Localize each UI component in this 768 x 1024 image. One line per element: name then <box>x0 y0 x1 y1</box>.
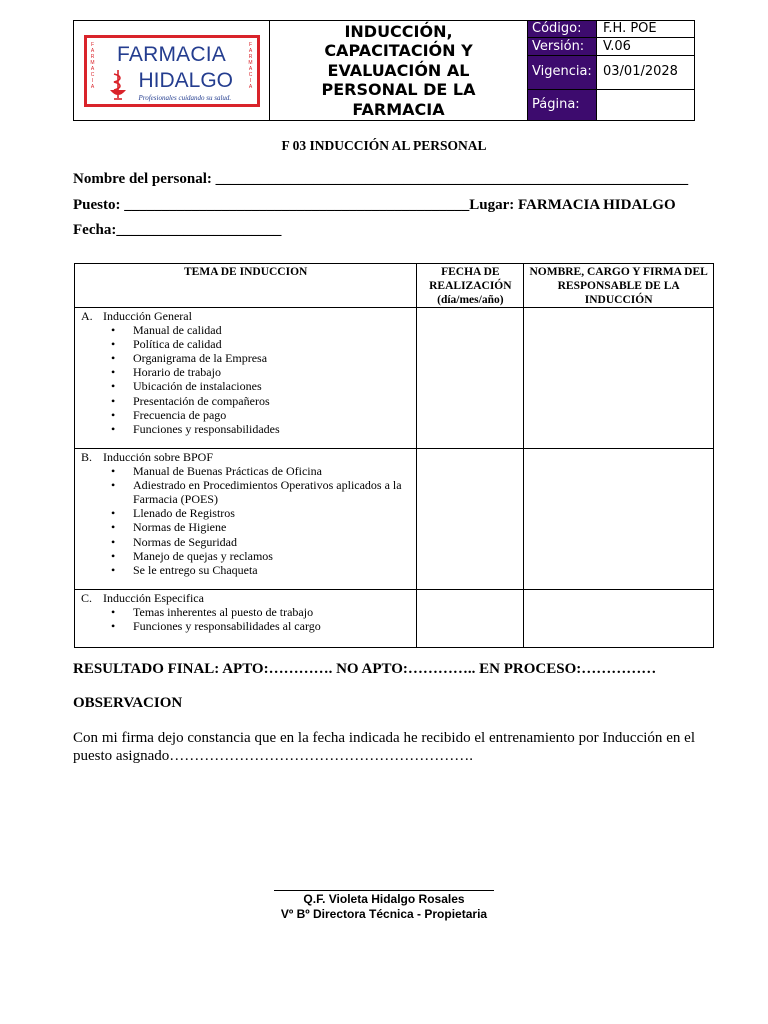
header-responsable: NOMBRE, CARGO Y FIRMA DEL RESPONSABLE DE LA INDUCCIÓN <box>524 264 714 308</box>
list-item: • Manual de calidad <box>133 323 412 337</box>
signatory-role: Vº Bº Directora Técnica - Propietaria <box>280 907 488 921</box>
document-meta <box>528 21 694 120</box>
section-title: Inducción sobre BPOF <box>103 450 213 464</box>
list-item: • Manual de Buenas Prácticas de Oficina <box>133 464 412 478</box>
header-tema: TEMA DE INDUCCION <box>75 264 417 308</box>
caduceus-bowl-icon <box>107 68 129 102</box>
fecha-field[interactable]: Fecha:______________________ <box>73 222 282 238</box>
form-code-title: F 03 INDUCCIÓN AL PERSONAL <box>281 138 487 153</box>
pharmacy-logo <box>84 35 260 107</box>
table-row <box>75 449 714 590</box>
list-item: • Funciones y responsabilidades <box>133 422 412 436</box>
logo-line2: HIDALGO <box>138 68 234 92</box>
nombre-field[interactable]: Nombre del personal: _______________________________________________________________ <box>73 171 689 187</box>
list-item: • Adiestrado en Procedimientos Operativos aplicados a la Farmacia (POES) <box>133 478 412 506</box>
section-b-topics <box>75 449 417 590</box>
list-item: • Horario de trabajo <box>133 365 412 379</box>
section-a-fecha-cell[interactable] <box>417 308 524 449</box>
table-row <box>75 590 714 648</box>
list-item: • Frecuencia de pago <box>133 408 412 422</box>
table-header-row <box>75 264 714 308</box>
final-result-line[interactable]: RESULTADO FINAL: APTO:…………. NO APTO:………….. EN PROCESO:…………… <box>73 661 657 677</box>
document-header <box>73 20 695 121</box>
meta-row-vigencia <box>528 56 694 90</box>
signature-line[interactable] <box>274 890 494 891</box>
list-item: • Presentación de compañeros <box>133 394 412 408</box>
list-item: • Temas inherentes al puesto de trabajo <box>133 605 412 619</box>
section-letter: C. <box>81 591 93 605</box>
consent-statement: Con mi firma dejo constancia que en la fecha indicada he recibido el entrenamiento por Inducción en el puesto asignado……………………………………………………. <box>73 730 695 764</box>
meta-value-vigencia: 03/01/2028 <box>603 64 678 80</box>
section-a-responsable-cell[interactable] <box>524 308 714 449</box>
list-item: • Normas de Seguridad <box>133 535 412 549</box>
list-item: • Normas de Higiene <box>133 520 412 534</box>
list-item: • Llenado de Registros <box>133 506 412 520</box>
document-title: INDUCCIÓN, CAPACITACIÓN Y EVALUACIÓN AL PERSONAL DE LA FARMACIA <box>270 21 528 120</box>
list-item: • Funciones y responsabilidades al cargo <box>133 619 412 633</box>
logo-side-text-left: F A R M A C I A <box>90 41 95 90</box>
section-a-topics <box>75 308 417 449</box>
section-letter: A. <box>81 309 93 323</box>
list-item: • Manejo de quejas y reclamos <box>133 549 412 563</box>
logo-cell <box>74 21 270 120</box>
meta-value-version: V.06 <box>603 38 631 54</box>
observacion-heading: OBSERVACION <box>73 695 183 711</box>
list-item: • Se le entrego su Chaqueta <box>133 563 412 577</box>
list-item: • Organigrama de la Empresa <box>133 351 412 365</box>
meta-value-codigo: F.H. POE <box>603 21 657 37</box>
section-title: Inducción General <box>103 309 192 323</box>
section-c-responsable-cell[interactable] <box>524 590 714 648</box>
section-c-fecha-cell[interactable] <box>417 590 524 648</box>
list-item: • Política de calidad <box>133 337 412 351</box>
logo-line1: FARMACIA <box>117 42 226 66</box>
section-b-responsable-cell[interactable] <box>524 449 714 590</box>
signatory-name: Q.F. Violeta Hidalgo Rosales <box>303 892 465 906</box>
section-title: Inducción Especifica <box>103 591 204 605</box>
meta-row-pagina <box>528 90 694 120</box>
section-c-topics <box>75 590 417 648</box>
header-fecha: FECHA DE REALIZACIÓN (día/mes/año) <box>417 264 524 308</box>
list-item: • Ubicación de instalaciones <box>133 379 412 393</box>
induction-table <box>74 263 714 648</box>
section-b-fecha-cell[interactable] <box>417 449 524 590</box>
meta-label-vigencia: Vigencia: <box>528 56 597 89</box>
logo-tagline: Profesionales cuidando su salud. <box>138 93 232 102</box>
meta-label-pagina: Página: <box>528 90 597 120</box>
meta-value-pagina <box>597 90 694 120</box>
meta-row-version <box>528 38 694 55</box>
meta-row-codigo <box>528 21 694 38</box>
meta-label-codigo: Código: <box>528 21 597 37</box>
logo-side-text-right: F A R M A C I A <box>248 41 253 90</box>
puesto-field[interactable]: Puesto: ______________________________________________Lugar: FARMACIA HIDALGO <box>73 197 676 213</box>
section-letter: B. <box>81 450 93 464</box>
meta-label-version: Versión: <box>528 38 597 54</box>
table-row <box>75 308 714 449</box>
